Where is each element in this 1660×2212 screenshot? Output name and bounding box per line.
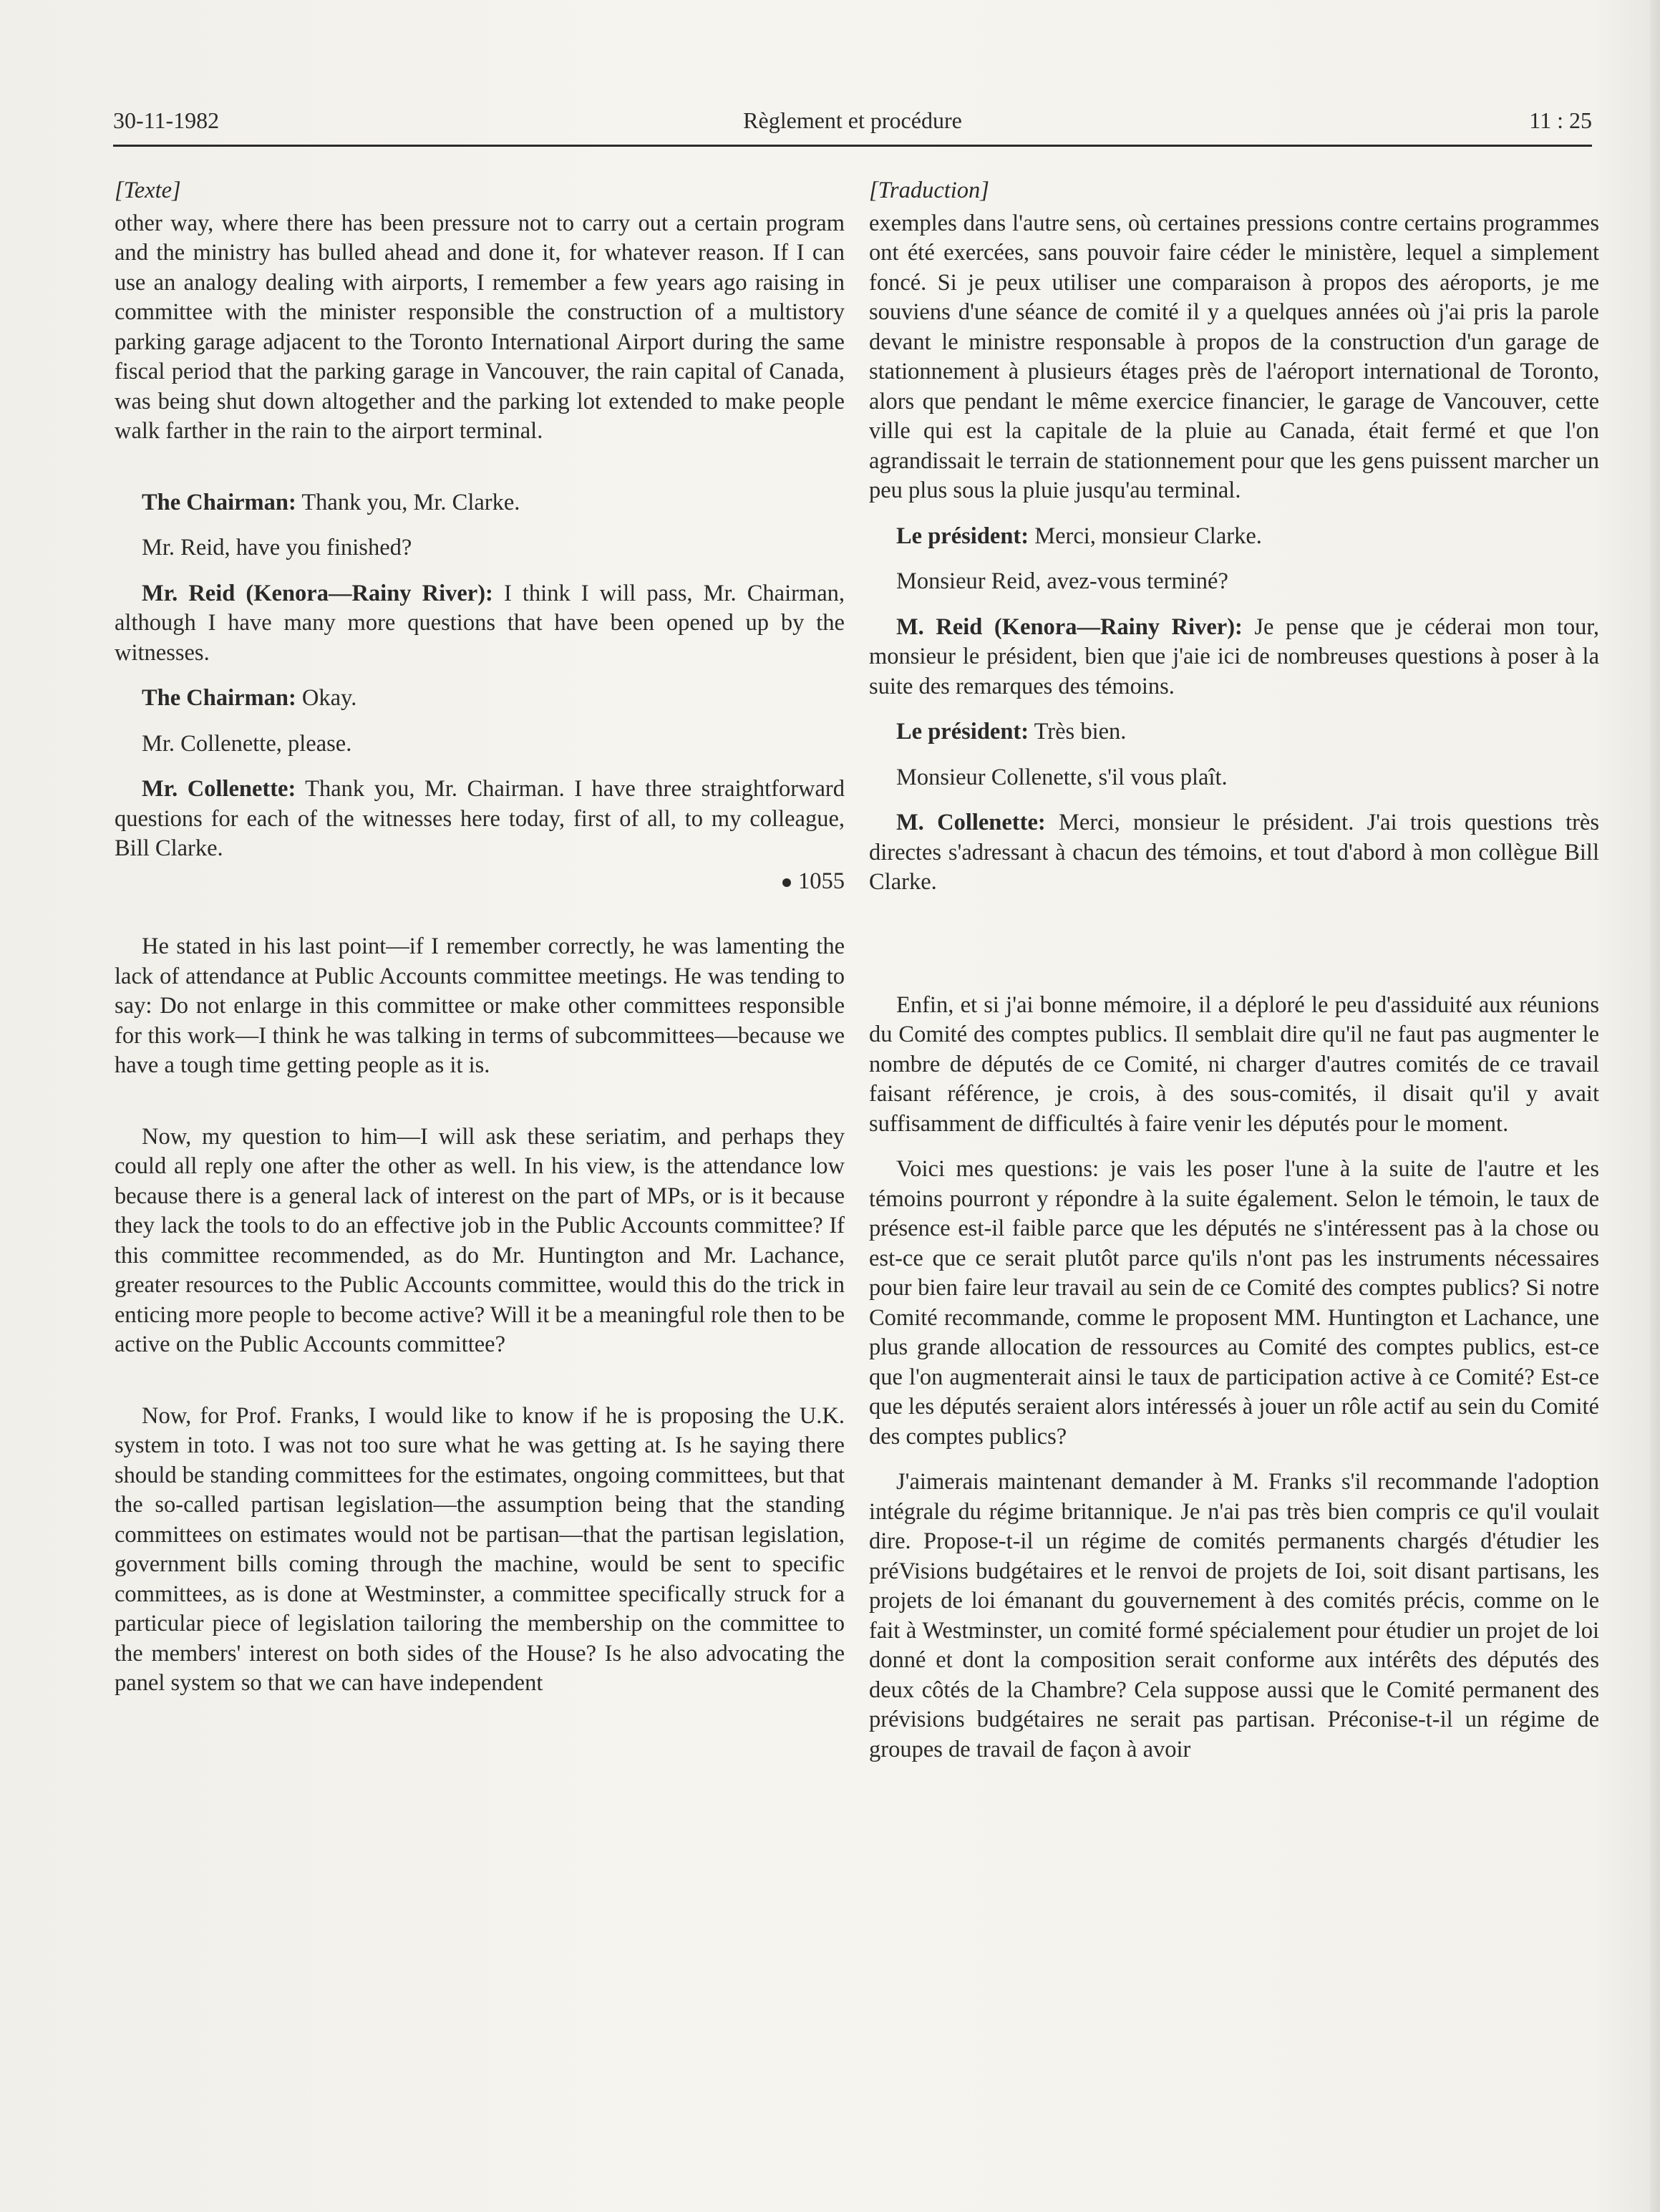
french-column	[869, 176, 1599, 1765]
paragraph	[869, 717, 1599, 747]
speech-text: Je pense que je céderai mon tour, monsieur le président, bien que j'aie ici de nombreuses questions à poser à la suite des remarques des témoins.	[869, 613, 1599, 699]
speaker-name: M. Collenette:	[896, 810, 1046, 835]
paragraph: Monsieur Reid, avez-vous terminé?	[896, 568, 1228, 594]
paragraph: Enfin, et si j'ai bonne mémoire, il a déploré le peu d'assiduité aux réunions du Comité des comptes publics. Il semblait dire qu'il ne faut pas augmenter le nombre de députés de ce Comité, ni charger d'autres comités de ce travail faisant référence, je crois, à des sous-comités, il disait qu'il y avait suffisamment de difficultés à faire venir les députés pour le moment.	[869, 991, 1599, 1137]
paragraph	[869, 613, 1599, 702]
speech-text: Très bien.	[1029, 719, 1127, 744]
speaker-name: Le président:	[896, 523, 1029, 549]
speech-text: Merci, monsieur le président. J'ai trois questions très directes s'adressant à chacun des témoins, et tout d'abord à mon collègue Bill Clarke.	[869, 810, 1599, 895]
speech-text: Merci, monsieur Clarke.	[1029, 523, 1262, 549]
bullet-icon	[782, 878, 791, 887]
paragraph	[115, 488, 845, 518]
paragraph	[869, 808, 1599, 898]
speech-text: Thank you, Mr. Clarke.	[296, 489, 520, 515]
paragraph: Mr. Reid, have you finished?	[142, 535, 412, 561]
header-date: 30-11-1982	[113, 107, 220, 133]
speech-text: I think I will pass, Mr. Chairman, although I have many more questions that have been opened up by the witnesses.	[115, 580, 845, 666]
speech-text: Okay.	[296, 685, 357, 711]
paragraph: He stated in his last point—if I remember correctly, he was lamenting the lack of attendance at Public Accounts committee meetings. He was tending to say: Do not enlarge in this committee or make other committees responsible for this work—I think he was talking in terms of subcommittees—because we have a tough time getting people as it is.	[115, 933, 845, 1078]
paragraph: Voici mes questions: je vais les poser l'une à la suite de l'autre et les témoins pourront y répondre à la suite également. Selon le témoin, le taux de présence est-il faible parce que les députés ne s'intéressent pas à la chose ou est-ce que ce serait plutôt parce qu'ils n'ont pas les instruments nécessaires pour bien faire leur travail au sein de ce Comité des comptes publics? Si notre Comité recommande, comme le proposent MM. Huntington et Lachance, une plus grande allocation de ressources au Comité des comptes publics, est-ce que l'on augmenterait ainsi le taux de participation active à ce Comité? Est-ce que les députés seraient alors intéressés à jouer un rôle actif au sein du Comité des comptes publics?	[869, 1156, 1599, 1450]
time-marker	[115, 867, 845, 897]
paragraph: Monsieur Collenette, s'il vous plaît.	[896, 764, 1228, 790]
page-header	[113, 102, 1592, 147]
paragraph: exemples dans l'autre sens, où certaines pressions contre certains programmes ont été exercées, sans pouvoir faire céder le ministère, lequel a simplement foncé. Si je peux utiliser une comparaison à propos des aéroports, je me souviens d'une séance de comité il y a quelques années où j'ai pris la parole devant le ministre responsable à propos de la construction d'un garage de stationnement à plusieurs étages près de l'aéroport international de Toronto, alors que pendant le même exercice financier, le garage de Vancouver, cette ville qui est la capitale de la pluie au Canada, était fermé et que l'on agrandissait le terrain de stationnement pour que les gens puissent marcher un peu plus sous la pluie jusqu'au terminal.	[869, 210, 1599, 503]
speaker-name: The Chairman:	[142, 489, 296, 515]
paragraph: Now, my question to him—I will ask these seriatim, and perhaps they could all reply one after the other as well. In his view, is the attendance low because there is a general lack of interest on the part of MPs, or is it because they lack the tools to do an effective job in the Public Accounts committee? If this committee recommended, as do Mr. Huntington and Mr. Lachance, greater resources to the Public Accounts committee, would this do the trick in enticing more people to become active? Will it be a meaningful role then to be active on the Public Accounts committee?	[115, 1123, 845, 1357]
speaker-name: Mr. Collenette:	[142, 776, 296, 802]
paragraph	[115, 684, 845, 714]
english-column	[115, 176, 845, 1699]
speaker-name: Mr. Reid (Kenora—Rainy River):	[142, 580, 493, 606]
page-edge	[1650, 0, 1660, 2212]
paragraph: other way, where there has been pressure not to carry out a certain program and the ministry has bulled ahead and done it, for whatever reason. If I can use an analogy dealing with airports, I remember a few years ago raising in committee with the minister responsible the construction of a multistory parking garage adjacent to the Toronto International Airport during the same fiscal period that the parking garage in Vancouver, the rain capital of Canada, was being shut down altogether and the parking lot extended to make people walk farther in the rain to the airport terminal.	[115, 210, 845, 444]
paragraph	[869, 522, 1599, 552]
column-tag: [Texte]	[115, 178, 181, 203]
speaker-name: M. Reid (Kenora—Rainy River):	[896, 613, 1243, 640]
header-page-number: 11 : 25	[1529, 107, 1592, 133]
paragraph	[115, 775, 845, 864]
speech-text: Thank you, Mr. Chairman. I have three straightforward questions for each of the witnesses here today, first of all, to my colleague, Bill Clarke.	[115, 776, 845, 861]
paragraph	[115, 579, 845, 669]
speaker-name: The Chairman:	[142, 685, 296, 711]
speaker-name: Le président:	[896, 719, 1029, 744]
column-tag: [Traduction]	[869, 178, 989, 203]
paragraph: Mr. Collenette, please.	[142, 730, 352, 757]
time-marker-text: 1055	[798, 868, 845, 894]
header-title: Règlement et procédure	[743, 107, 962, 133]
paragraph: J'aimerais maintenant demander à M. Franks s'il recommande l'adoption intégrale du régime britannique. Je n'ai pas très bien compris ce qu'il voulait dire. Propose-t-il un régime de comités permanents chargés d'étudier les préVisions budgétaires et le renvoi de projets de Ioi, soit disant partisans, les projets de loi émanant du gouvernement à des comités précis, comme on le fait à Westminster, un comité formé spécialement pour étudier un projet de loi donné et dont la composition serait conforme aux intérêts des députés des deux côtés de la Chambre? Cela suppose aussi que le Comité permanent des prévisions budgétaires ne serait pas partisan. Préconise-t-il un régime de groupes de travail de façon à avoir	[869, 1469, 1599, 1762]
paragraph: Now, for Prof. Franks, I would like to know if he is proposing the U.K. system in toto. I was not too sure what he was getting at. Is he saying there should be standing committees for the estimates, ongoing committees, but that the so-called partisan legislation—the assumption being that the standing committees on estimates would not be partisan—that the partisan legislation, government bills coming through the machine, would be sent to specific committees, as is done at Westminster, a committee specifically struck for a particular piece of legislation tailoring the membership on the committee to the members' interest on both sides of the House? Is he also advocating the panel system so that we can have independent	[115, 1402, 845, 1696]
